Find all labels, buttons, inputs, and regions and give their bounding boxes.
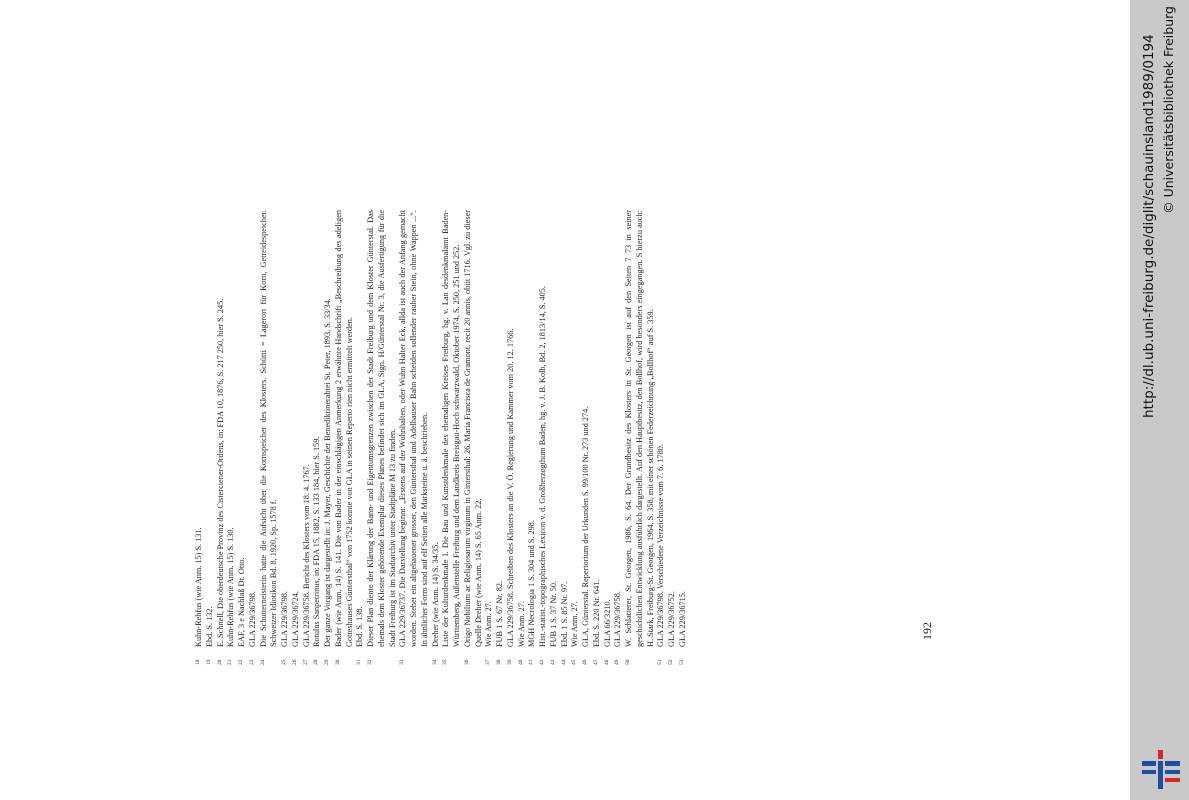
footnote (527, 210, 538, 665)
footnote-number: 43 (549, 659, 556, 665)
footnote-number: 27 (302, 659, 309, 665)
footnote-text: Origo Nobilium ac Religiosarum virginum in Gintersthal: 26. Maria Francisca de Gramont, recit 20 annis, obiit 1716. Vgl. zu dieser Quelle Dreher (wie Anm. 14) S. 65 Anm. 22. (462, 210, 483, 647)
footnote (667, 210, 678, 665)
footnote-text: Wie Anm. 27. (516, 601, 526, 647)
footnote (323, 210, 334, 665)
footnote-number: 33 (399, 659, 406, 665)
footnote-number: 37 (485, 659, 492, 665)
footnote-number: 31 (356, 659, 363, 665)
footnote-text: Liste der Kulturdenkmale I. Die Bau und Kunstdenkmale des ehemaligen Kreises Freiburg, hg. v. Lan desdenkmalamt Baden-Württemberg, Außenstelle Freiburg und dem Landkreis Breisgau-Hoch schwarzwald, Oktober 1974, S. 250, 251 und 252. (441, 210, 461, 647)
copyright-notice: © Universitätsbibliothek Freiburg (1161, 6, 1176, 214)
footnote-text: GLA 229/36737. Die Darstellung beginnt: „Erstens auf der Wuhnhalten, oder Wuhn Halter Eck, allda ist auch der Anfang gemacht worden. Stehet ein altgehauener grosser, den Güntersthal und Adelhauser Bahn scheiden sollender rauher Stein, ohne Wappen ...“. In ähnlicher Form sind auf elf Seiten alle Marksteine u. ä. beschrieben. (398, 210, 429, 647)
footnote (355, 210, 366, 665)
footnote-number: 45 (571, 659, 578, 665)
footnote-text: Dieser Plan diente der Klärung der Bann- und Eigentumsgrenzen zwischen der Stadt Freiburg und dem Kloster Günterstal. Das ehemals dem Kloster gehörende Exemplar dieses Planes befindet sich im GLA, Sign. H/Günterstal Nr. 3, die Ausfertigung für die Stadt Freiburg ist im Stadtarchiv unter Stadtpläne M 13 zu finden. (366, 210, 397, 647)
footnote-text: GLA 229/36715. (677, 591, 687, 647)
footnote-number: 34 (431, 659, 438, 665)
footnote-number: 46 (582, 659, 588, 665)
footnote-text: GLA 229/36758. (613, 591, 623, 647)
footnote (495, 210, 506, 665)
footnote-number: 24 (259, 659, 266, 665)
footnote (463, 210, 485, 665)
footnote-text: GLA 229/36758. Schreiben des Klosters an die V. Ö. Regierung und Kammer vom 20. 12. 1766. (505, 328, 515, 647)
footnote (312, 210, 323, 665)
footnote-number: 19 (205, 659, 212, 665)
footnote-text: GLA 229/36724. (290, 591, 300, 647)
footnote (205, 210, 216, 665)
sidebar-text (1138, 0, 1178, 418)
footnote (517, 210, 528, 665)
footnote-number: 42 (539, 659, 545, 665)
footnote-text: EAF, 3 e Nachlaß Dr. Otto. (237, 557, 246, 647)
footnote (581, 210, 592, 665)
footnote (334, 210, 356, 665)
footnote-number: 51 (657, 659, 664, 665)
footnote-text: GLA 229/36798. (247, 591, 257, 647)
footnote (570, 210, 581, 665)
footnote (302, 210, 313, 665)
footnote-text: GLA 229/36758. Bericht des Klosters vom 18. 4. 1767. (301, 464, 311, 647)
footnote-number: 25 (281, 659, 287, 665)
footnote-text: Wie Anm. 27. (570, 601, 580, 647)
footnote-number: 41 (528, 659, 535, 665)
footnote (280, 210, 291, 665)
footnotes-block (194, 210, 854, 665)
footnote-text: Ebd. 1 S. 85 Nr. 97. (559, 581, 569, 647)
footnote-text: Hist.-statist.-topographisches Lexicon v. d. Großherzogthum Baden, hg. v. J. B. Kolb, Bd. 2, 1813/14, S. 405. (538, 286, 547, 647)
footnote (549, 210, 560, 665)
footnote-text: W. Schlatterer, St. Georgen, 1986, S. 64. Der Grundbesitz des Klosters in St. Georgen ist auf den Seiten 7 73 in seiner geschichtlichen Entwicklung ausführlich dargestellt. Auf den Hauptbesitz, den Bollhof, wird besonders eingegangen. S hierzu auch: H. Stark, Freiburg-St. Georgen, 1964, S. 358, mit einer schönen Federzeichnung „Bollhof“ auf S. 359. (624, 210, 655, 647)
footnote-text: GLA 229/36798. (280, 591, 289, 647)
footnote (259, 210, 281, 665)
footnote (603, 210, 614, 665)
footnote (226, 210, 237, 665)
footnote-text: Bader (wie Anm. 14) S. 141. Die von Bader in der einschlägigen Anmerkung 2 erwähnte Handschrift „Beschreibung des adeligen Gotteshauses Güntersthal“ von 1752 konnte von GLA in seinen Reperto rien nicht ermittelt werden. (333, 210, 354, 647)
footnote-number: 47 (592, 659, 599, 665)
footnote-number: 20 (216, 659, 223, 665)
ub-freiburg-logo-icon (1138, 746, 1184, 794)
footnote (656, 210, 667, 665)
footnote-text: MGH Necrologia 1 S. 304 und S. 298. (527, 520, 537, 647)
footnote-text: Rotulus Sanpetrinus, in: FDA 15, 1882, S. 133 184, hier S. 159. (312, 436, 322, 647)
footnote (291, 210, 302, 665)
footnote-text: Kuhn-Rehfus (wie Anm. 15) S. 131. (194, 527, 203, 647)
footnote-text: Kuhn-Rehfus (wie Anm. 15) S. 130. (226, 527, 236, 647)
footnote-text: Ebd. S. 220 Nr. 641. (591, 579, 601, 647)
footnote-text: GLA, Günterstal. Repertorium der Urkunden S. 99/100 Nr. 273 und 274. (581, 406, 590, 647)
footnote (398, 210, 430, 665)
footnote-text: GLA 66/3210. (602, 599, 612, 647)
footnote-number: 50 (625, 659, 631, 665)
footnote-number: 30 (334, 659, 341, 665)
footnote-number: 21 (227, 659, 234, 665)
footnote-text: Die Schutterneisterin hatte die Aufsicht über die Kornspeicher des Klosters. Schütti = Lagerort für Korn, Getreidespeicher. Schweizer Idiotikon Bd. 8, 1920, Sp. 1578 f. (258, 210, 279, 647)
footnote-number: 29 (324, 659, 330, 665)
footnote-text: Der ganze Vorgang ist dargestellt in: J. Mayer, Geschichte der Benediktinerabtei St. Peter, 1893, S. 33/34. (323, 298, 332, 647)
footnote-text: Ebd. S. 138. (355, 606, 365, 647)
footnote-number: 39 (506, 659, 513, 665)
footnote-text: FUB 1 S. 67 Nr. 82. (495, 580, 504, 647)
footnote (678, 210, 689, 665)
footnote (431, 210, 442, 665)
footnote-text: Dreher (wie Anm. 14) S. 34/35. (430, 542, 440, 647)
permalink-url[interactable]: http://dl.ub.uni-freiburg.de/diglit/schauinsland1989/0194 (1141, 34, 1157, 418)
footnote (560, 210, 571, 665)
footnote-number: 35 (442, 659, 449, 665)
footnote (624, 210, 656, 665)
footnote-number: 28 (313, 659, 320, 665)
footnote-text: FUB 1 S. 37 Nr. 50. (548, 580, 558, 647)
footnote-number: 53 (678, 659, 685, 665)
footnote (441, 210, 463, 665)
footnote (248, 210, 259, 665)
footnote-text: Ebd. S. 132. (204, 606, 214, 647)
footnote (592, 210, 603, 665)
footnote-number: 18 (195, 659, 201, 665)
page-number: 192 (920, 622, 934, 640)
footnote (613, 210, 624, 665)
footnote-number: 26 (291, 659, 298, 665)
footnote-number: 49 (614, 659, 621, 665)
footnote (237, 210, 248, 665)
footnote (506, 210, 517, 665)
footnote-number: 52 (668, 659, 674, 665)
footnote (366, 210, 398, 665)
footnote (484, 210, 495, 665)
footnote-number: 32 (367, 659, 373, 665)
footnote (538, 210, 549, 665)
footnote-number: 38 (496, 659, 502, 665)
footnote-number: 48 (603, 659, 610, 665)
footnote-text: Wie Anm. 27. (484, 601, 494, 647)
footnote-number: 40 (517, 659, 524, 665)
footnote (216, 210, 227, 665)
footnote-number: 23 (248, 659, 255, 665)
footnote-text: E. Schnell, Die oberdeutsche Provinz des Cisterciener-Ordens, in: FDA 10, 1876, S. 217 250, hier S. 245. (215, 298, 225, 647)
footnote-number: 44 (560, 659, 567, 665)
footnote-text: GLA 229/36752. (667, 591, 676, 647)
footnote-number: 22 (238, 659, 244, 665)
footnote-text: GLA 229/36798. Verschiedene Verzeichnisse vom 7. 6. 1780. (656, 444, 666, 647)
footnote-number: 36 (463, 659, 470, 665)
footnote (194, 210, 205, 665)
